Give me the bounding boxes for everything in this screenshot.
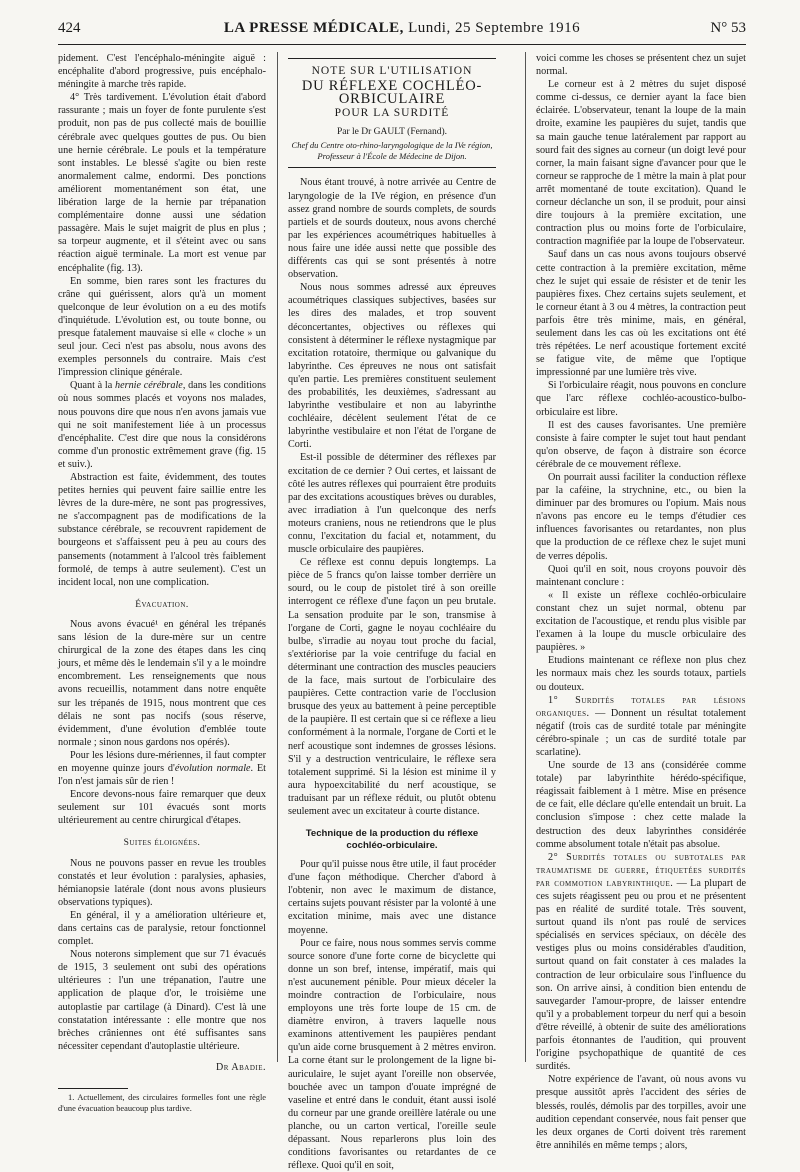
paragraph: Etudions maintenant ce réflexe non plus chez les normaux mais chez les sourds totaux, partiels ou douteux. [536, 655, 746, 693]
paragraph: Pour ce faire, nous nous sommes servis comme source sonore d'une forte corne de bicyclette qui donne un son bref, intense, impératif, mais qui n'est aucunement pénible. Pour mieux déceler la moindre contraction de l'orbiculaire, nous employons une très forte loupe de 15 cm. de diamètre environ, à travers laquelle nous examinons attentivement les paupières pendant qu'un aide corne brusquement à 2 mètres environ. La corne étant sur le prolongement de la ligne bi-auriculaire, le sujet ayant l'oreille non observée, bouchée avec un tampon d'ouate imprégné de vaseline et entré dans le conduit, étant aussi isolé du corneur par une grande oreillère latérale ou une planche, ou un carton vertical, l'oreille seule dépassant. Nous reparlerons plus loin des conditions favorisantes ou retardantes de ce réflexe. Quoi qu'il en soit, [288, 937, 496, 1172]
numbered-heading: 1° Surdités totales par lésions organiques. [536, 694, 746, 719]
issue-date: Lundi, 25 Septembre 1916 [408, 20, 581, 36]
column-divider-1 [277, 52, 278, 1062]
footnote: 1. Actuellement, des circulaires formelles font une règle d'une évacuation beaucoup plus tardive. [58, 1093, 266, 1113]
paragraph: Nous ne pouvons passer en revue les troubles constatés et leur évolution : paralysies, aphasies, hémianopsie latérale (dont nous avons plusieurs observations typiques). [58, 857, 266, 908]
paragraph: Une sourde de 13 ans (considérée comme totale) par labyrinthite hérédo-spécifique, réagissait faiblement à 1 mètre. Mise en présence de ce fait, elle déclare qu'elle entendait un bruit. La conclusion s'impose : chez cette malade la destruction des deux labyrinthes considérée comme absolument totale n'était pas absolue. [536, 760, 746, 850]
paragraph: pidement. C'est l'encéphalo-méningite aiguë : encéphalite d'abord progressive, puis encéphalo-méningite à marche très rapide. [58, 53, 266, 91]
section-heading-evacuation: Évacuation. [135, 599, 189, 610]
paragraph: Pour les lésions dure-mériennes, il faut compter en moyenne quinze jours d'évolution normale. Et l'on n'est jamais sûr de rien ! [58, 749, 266, 788]
paragraph: Est-il possible de déterminer des réflexes par excitation de ce dernier ? Oui certes, et laissant de côté les autres réflexes qui pourraient être produits par des excitations acoustiques brèves ou durables, avec irradiation à l'un quelconque des nerfs moteurs craniens, nous ne retiendrons que le plus connu, l'excitation du facial et, notamment, du muscle orbiculaire des paupières. [288, 452, 496, 556]
column-2 [288, 58, 496, 1172]
paragraph: Nous étant trouvé, à notre arrivée au Centre de laryngologie de la IVe région, en présence d'un assez grand nombre de sourds complets, de sourds partiels et de sourds douteux, nous avons cherché par les expériences acoumétriques habituelles à nous faire une idée aussi nette que possible des différents cas qui se sont présentés à notre observation. [288, 177, 496, 281]
numbered-heading: 2° Surdités totales ou subtotales par traumatisme de guerre, étiquetées surdités par commotion labyrinthique. [536, 851, 746, 889]
paragraph: Ce réflexe est connu depuis longtemps. La pièce de 5 francs qu'on laisse tomber derrière un sourd, ou le coup de pistolet tiré à son oreille interrogent ce réflexe d'une façon un peu brutale. La sensation produite par le son, transmise à l'organe de Corti, gagne le noyau cochléaire du bulbe, s'irradie au noyau tout proche du facial, s'extériorise par la voie centrifuge du facial en déterminant une contraction des muscles peauciers de la face, mais surtout de l'orbiculaire des paupières. Cette contraction varie de l'occlusion brusque des yeux au battement à peine perceptible de la paupière. Il est certain que si ce réflexe a lieu conformément à la normale, l'organe de Corti et le nerf acoustique sont indemnes de grosses lésions. S'il y a destruction ventriculaire, le réflexe sera totalement supprimé. Si la lésion est minime il y aura hypoexcitabilité du nerf acoustique, se traduisant par un réflexe réduit, ou plutôt obtenu seulement avec un excitateur à courte distance. [288, 557, 496, 817]
publication-name: LA PRESSE MÉDICALE, [223, 20, 404, 36]
section-heading-suites: Suites éloignées. [123, 838, 201, 849]
paragraph: voici comme les choses se présentent chez un sujet normal. [536, 53, 746, 78]
page-header [58, 18, 746, 40]
paragraph: Abstraction est faite, évidemment, des toutes petites hernies qui peuvent faire saillie entre les lèvres de la dure-mère, ne sont pas progressives, ne s'accompagnent pas de modifications de la substance cérébrale, se recouvrent rapidement de bourgeons et s'affaissent peu à peu au cours des pansements (notamment à l'alcool très faiblement formolé, de temps à autre seulement). C'est un incident local, non une complication. [58, 472, 266, 588]
author-affiliation: Chef du Centre oto-rhino-laryngologique de la IVe région, Professeur à l'École de Médecine de Dijon. [291, 140, 493, 162]
paragraph: Si l'orbiculaire réagit, nous pouvons en conclure que l'arc réflexe cochléo-acoustico-bulbo-orbiculaire est libre. [536, 380, 746, 418]
header-rule [58, 44, 746, 45]
paragraph: On pourrait aussi faciliter la conduction réflexe par la caféine, la strychnine, etc., ou bien la diminuer par des bromures ou l'opium. Mais nous n'avons pas encore eu le temps d'étudier ces influences favorisantes ou retardantes, non plus que la production de ce réflexe chez le sujet muni de verres dépolis. [536, 472, 746, 562]
paragraph: Quant à la hernie cérébrale, dans les conditions où nous sommes placés et voyons nos malades, nous pouvons dire que nous n'en avons jamais vue qui ne soit manifestement liée à un processus d'encéphalite. C'est dire que nous la considérons comme d'un pronostic extrêmement grave (fig. 15 et suiv.). [58, 380, 267, 470]
author-signature: Dr Abadie. [216, 1061, 266, 1073]
article-note: NOTE SUR L'UTILISATION [311, 65, 473, 77]
article-title-block [288, 58, 496, 168]
paragraph: Notre expérience de l'avant, où nous avons vu presque aussitôt après l'accident des séries de blessés, roulés, démolis par des torpilles, avoir une audition cependant conservée, nous fait penser que les deux organes de Corti doivent très rarement être annihilés en même temps ; alors, [536, 1074, 746, 1151]
issue-number: N° 53 [710, 20, 746, 36]
article-subtitle: POUR LA SURDITÉ [334, 107, 450, 120]
paragraph: En somme, bien rares sont les fractures du crâne qui guérissent, alors qu'à un moment quelconque de leur évolution on a eu des motifs d'inquiétude. L'évolution est, ou toute bonne, ou presque fatalement mauvaise si elle « cloche » un seul jour. Ceci n'est pas absolu, nous avons des exemples personnels du contraire. Mais c'est l'impression clinique générale. [58, 275, 266, 379]
paragraph: Sauf dans un cas nous avons toujours observé cette contraction à la première excitation, même chez le sujet qui essaie de résister et de tenir les paupières fixes. Chez certains sujets seulement, et le corneur étant à 3 ou 4 mètres, la contraction peut parfois être très minime, mais, en général, seulement dans les cas où les excitations ont été très répétées. Le nerf acoustique fortement excité se fatigue vite, de même que l'optique impressionné par une lumière très vive. [536, 249, 746, 379]
paragraph: Nous noterons simplement que sur 71 évacués de 1915, 3 seulement ont subi des opérations ultérieures : l'un une trépanation, l'autre une application de plaque d'or, le troisième une autoplastie par cartilage (à Dinard). C'est là une constatation intéressante : elle montre que nos brèches crâniennes ont été suffisantes sans nécessiter cependant d'autoplastie ultérieure. [58, 949, 266, 1052]
paragraph: Il est des causes favorisantes. Une première consiste à faire compter le sujet tout haut pendant qu'on observe, de façon à distraire son écorce cérébrale de ce mouvement réflexe. [536, 419, 746, 470]
column-divider-2 [525, 52, 526, 1062]
column-3 [536, 52, 746, 1152]
paragraph: 1° Surdités totales par lésions organiques. — Donnent un résultat totalement négatif (trois cas de surdité totale par méningite cérébro-spinale ; un cas de surdité totale par scarlatine). [536, 694, 746, 758]
paragraph: En général, il y a amélioration ultérieure et, dans certains cas de paralysie, retour fonctionnel complet. [58, 909, 266, 948]
page-number: 424 [58, 20, 81, 36]
section-subheading-technique: Technique de la production du réflexe cochléo-orbiculaire. [305, 828, 479, 852]
paragraph: Pour qu'il puisse nous être utile, il faut procéder d'une façon méthodique. Chercher d'abord à l'obtenir, non avec le maximum de distance, certains sujets pouvant résister par la volonté à une excitation minime, mais avec une distance moyenne. [288, 859, 496, 936]
paragraph: Encore devons-nous faire remarquer que deux seulement sur 101 évacués sont morts ultérieurement au centre chirurgical d'étapes. [58, 789, 266, 827]
paragraph: 2° Surdités totales ou subtotales par traumatisme de guerre, étiquetées surdités par commotion labyrinthique. — La plupart de ces sujets réagissent peu ou prou et ne présentent pas en réalité de surdité totale. Très souvent, surtout quand ils n'ont pas roulé de services spécialisés en services spéciaux, on décèle des vestiges plus ou moins considérables d'audition, surtout quand on fait constater à ces malades la contraction de leur orbiculaire sous l'influence du son. On arrive ainsi, à condition bien entendu de sauvegarder l'amour-propre, de laisser entendre qu'il y a probablement torpeur du nerf qui a besoin d'être réveillé, à obtenir de suite des améliorations parfois étonnantes de l'audition, qui prouvent l'origine psychopathique de quantité de ces surdités. [536, 851, 746, 1073]
paragraph: Nous avons évacué¹ en général les trépanés sans lésion de la dure-mère sur un centre chirurgical de la zone des étapes dans les cinq jours, et même dès le lendemain s'il y a le moindre encombrement. Les renseignements que nous avons recueillis, notamment dans notre enquête sur les trépanés de 1915, nous montrent que ces délais ne sont pas nocifs (sous réserve, évidemment, d'une évolution d'emblée toute normale ; sinon nous gardons nos opérés). [58, 618, 266, 748]
article-title: DU RÉFLEXE COCHLÉO-ORBICULAIRE [301, 78, 483, 108]
article-author: Par le Dr GAULT (Fernand). [336, 127, 448, 138]
paragraph: Nous nous sommes adressé aux épreuves acoumétriques classiques subjectives, basées sur les dires des malades, et trop souvent déconcertantes, objectives ou réflexes qui consistent à déterminer le réflexe nystagmique par excitation rotatoire, thermique ou galvanique du labyrinthe. Ces épreuves ne nous ont satisfait qu'en partie. Les premières constituent seulement des probabilités, les deuxièmes, s'adressant au labyrinthe vestibulaire et non au labyrinthe cochléaire, décèlent seulement l'état de ce labyrinthe vestibulaire et non l'état de l'organe de Corti. [288, 282, 496, 451]
footnote-rule [58, 1088, 128, 1089]
quoted-conclusion: « Il existe un réflexe cochléo-orbiculaire constant chez un sujet normal, obtenu par excitation de l'acoustique, et rendu plus visible par l'examen à la loupe du muscle orbiculaire des paupières. » [536, 589, 746, 654]
paragraph: 4° Très tardivement. L'évolution était d'abord rassurante ; mais un foyer de fonte purulente s'est produit, non pas de pus collecté mais de bouillie cérébrale avec quelques gouttes de pus. Ou bien une hernie cérébrale. Le pouls et la température sont instables. Le blessé s'agite ou bien reste anormalement calme, endormi. Des ponctions améliorent momentanément son état, une libération large de la hernie par trépanation complémentaire donne aussi une sédation passagère. Mais le sujet maigrit de plus en plus ; sa torpeur augmente, et il s'éteint avec ou sans réaction aiguë terminale. La mort est venue par encéphalite (fig. 13). [58, 92, 266, 274]
paragraph: Quoi qu'il en soit, nous croyons pouvoir dès maintenant conclure : [536, 563, 746, 588]
column-1 [58, 52, 266, 1114]
paragraph: Le corneur est à 2 mètres du sujet disposé comme ci-dessus, ce dernier ayant la face bien éclairée. L'observateur, tenant la loupe de la main droite, examine les paupières du sujet, tandis que sa main gauche tenue latéralement par rapport au sourd fait des signes au corneur (un doigt levé pour corner, la main faisant signe d'avancer pour que le corneur se rapproche de 1 mètre la main à plat pour arrêt momentané de toute excitation). Quand le corneur déclanche un son, il se produit, pour ainsi dire toujours à la première excitation, une contraction plus ou moins forte de l'orbiculaire, contraction magnifiée par la loupe de l'observateur. [536, 79, 746, 248]
masthead [58, 20, 746, 37]
